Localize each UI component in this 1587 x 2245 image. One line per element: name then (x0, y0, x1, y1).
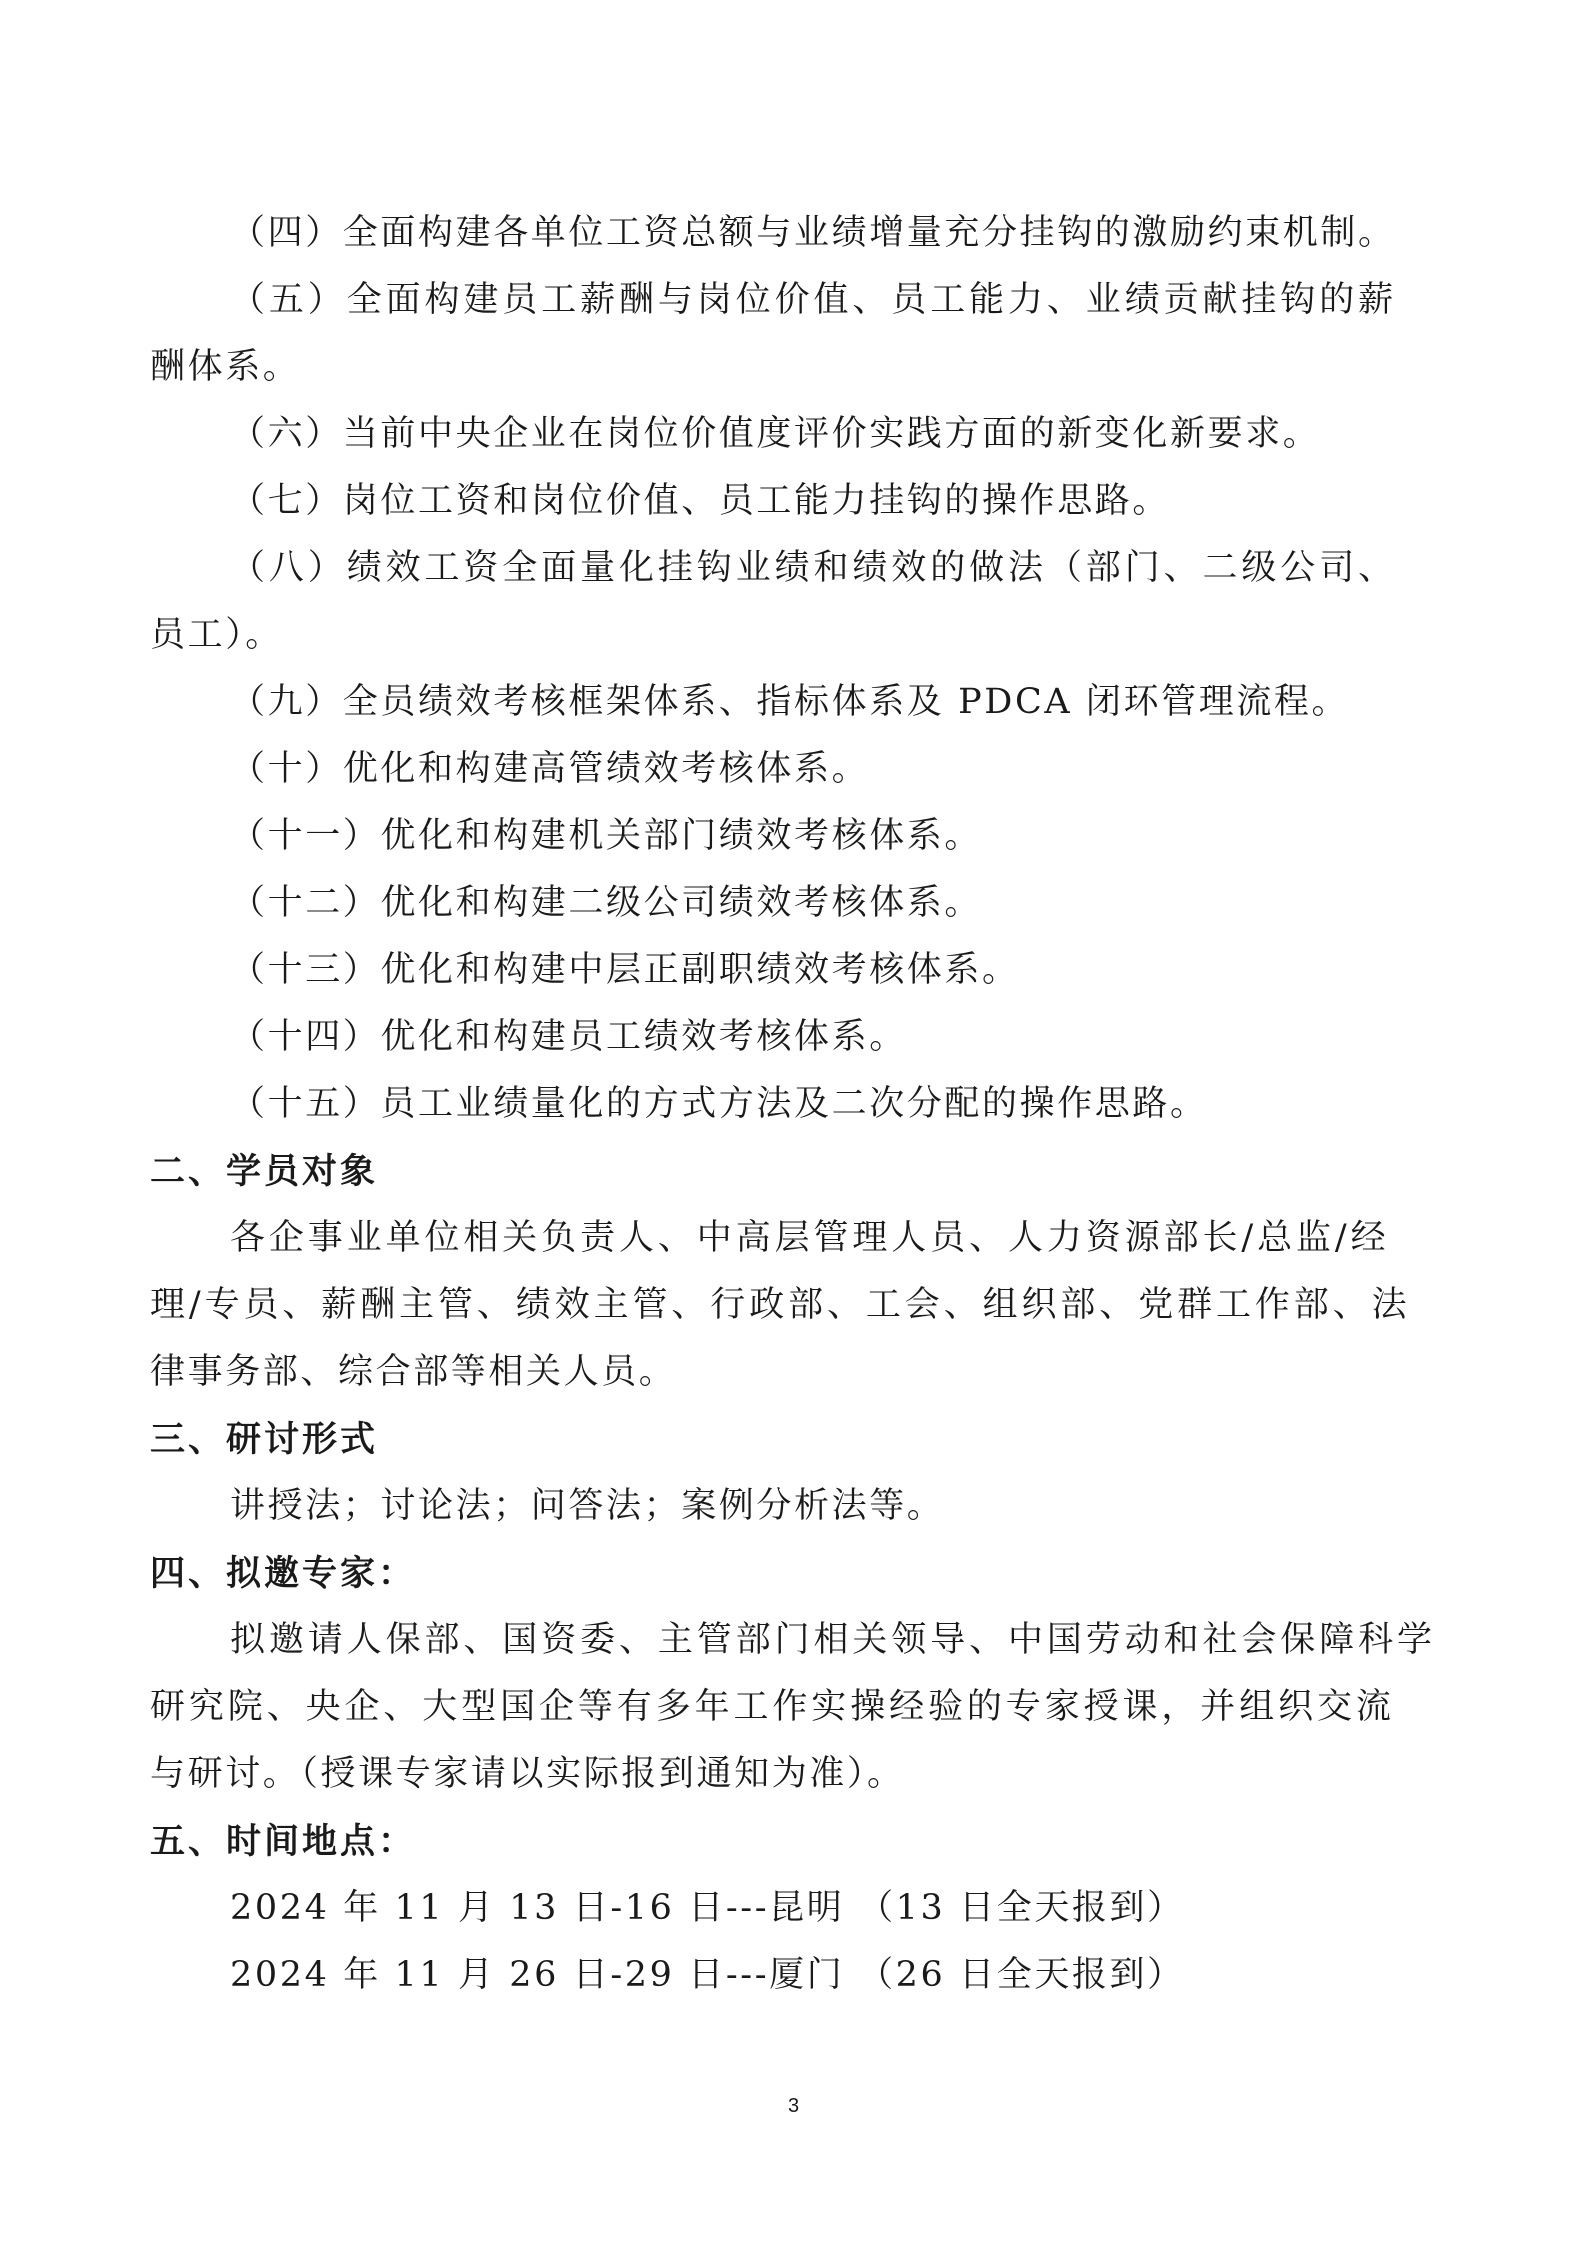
list-item-15: （十五）员工业绩量化的方式方法及二次分配的操作思路。 (230, 1084, 1208, 1124)
experts-line-3: 与研讨。（授课专家请以实际报到通知为准）。 (150, 1754, 905, 1794)
section-heading-participants: 二、学员对象 (150, 1151, 379, 1192)
list-item-13: （十三）优化和构建中层正副职绩效考核体系。 (230, 950, 1020, 990)
list-item-4: （四）全面构建各单位工资总额与业绩增量充分挂钩的激励约束机制。 (230, 213, 1396, 253)
list-item-10: （十）优化和构建高管绩效考核体系。 (230, 749, 870, 789)
list-item-5-line-2: 酬体系。 (150, 347, 301, 387)
list-item-14: （十四）优化和构建员工绩效考核体系。 (230, 1017, 907, 1057)
document-body (150, 200, 1450, 2009)
section-heading-time-place: 五、时间地点： (150, 1821, 417, 1862)
page-number: 3 (787, 2095, 800, 2117)
list-item-8-line-1: （八）绩效工资全面量化挂钩业绩和绩效的做法（部门、二级公司、 (230, 548, 1398, 588)
section-heading-experts: 四、拟邀专家： (150, 1553, 417, 1594)
list-item-11: （十一）优化和构建机关部门绩效考核体系。 (230, 816, 983, 856)
list-item-6: （六）当前中央企业在岗位价值度评价实践方面的新变化新要求。 (230, 414, 1321, 454)
schedule-kunming: 2024 年 11 月 13 日-16 日---昆明 （13 日全天报到） (230, 1888, 1185, 1928)
participants-line-1: 各企事业单位相关负责人、中高层管理人员、人力资源部长/总监/经 (230, 1218, 1390, 1258)
participants-line-3: 律事务部、综合部等相关人员。 (150, 1352, 677, 1392)
experts-line-2: 研究院、央企、大型国企等有多年工作实操经验的专家授课，并组织交流 (150, 1687, 1395, 1727)
participants-line-2: 理/专员、薪酬主管、绩效主管、行政部、工会、组织部、党群工作部、法 (150, 1285, 1411, 1325)
list-item-7: （七）岗位工资和岗位价值、员工能力挂钩的操作思路。 (230, 481, 1171, 521)
experts-line-1: 拟邀请人保部、国资委、主管部门相关领导、中国劳动和社会保障科学 (230, 1620, 1436, 1660)
section-heading-format: 三、研讨形式 (150, 1419, 379, 1460)
list-item-5-line-1: （五）全面构建员工薪酬与岗位价值、员工能力、业绩贡献挂钩的薪 (230, 280, 1398, 320)
list-item-8-line-2: 员工）。 (150, 615, 283, 655)
list-item-12: （十二）优化和构建二级公司绩效考核体系。 (230, 883, 983, 923)
schedule-xiamen: 2024 年 11 月 26 日-29 日---厦门 （26 日全天报到） (230, 1955, 1185, 1995)
format-line-1: 讲授法；讨论法；问答法；案例分析法等。 (230, 1486, 945, 1526)
list-item-9: （九）全员绩效考核框架体系、指标体系及 PDCA 闭环管理流程。 (230, 682, 1350, 722)
